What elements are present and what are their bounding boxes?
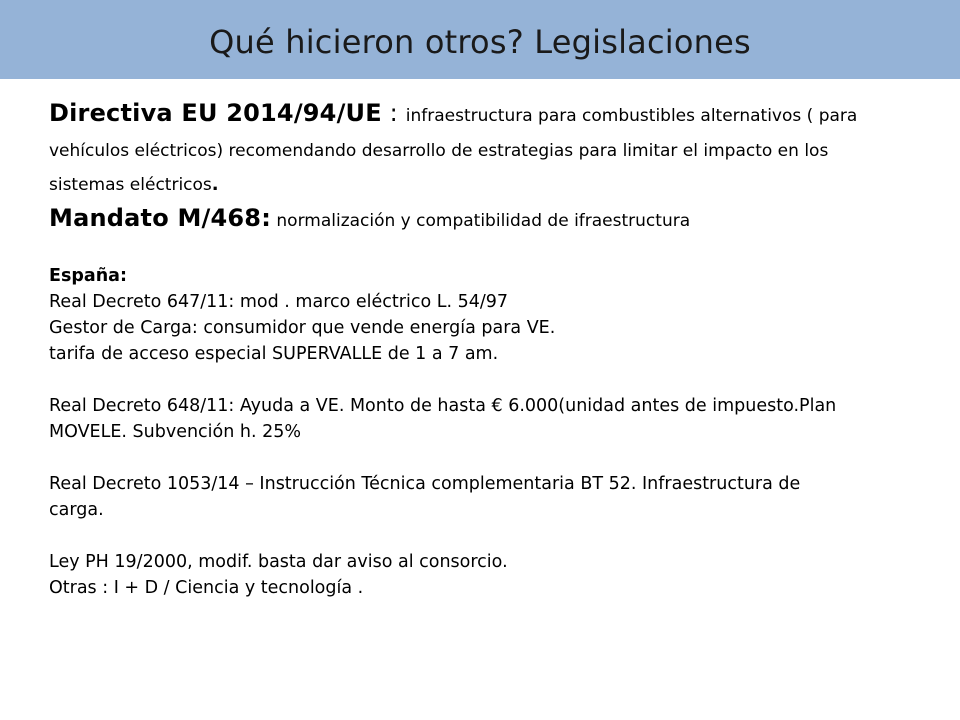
tarifa-line: tarifa de acceso especial SUPERVALLE de 1 a 7 am. (49, 344, 499, 364)
spacer (49, 367, 949, 393)
rd648-line-1: Real Decreto 648/11: Ayuda a VE. Monto de hasta € 6.000(unidad antes de impuesto.Plan (49, 396, 837, 416)
rd648-line-2: MOVELE. Subvención h. 25% (49, 422, 302, 442)
gestor-carga-line: Gestor de Carga: consumidor que vende energía para VE. (49, 318, 556, 338)
directiva-period: . (211, 174, 219, 195)
rd647-line: Real Decreto 647/11: mod . marco eléctrico L. 54/97 (49, 292, 509, 312)
ley-ph-line: Ley PH 19/2000, modif. basta dar aviso al consorcio. (49, 552, 508, 572)
directiva-line-1 (49, 96, 949, 134)
slide-title: Qué hicieron otros? Legislaciones (209, 22, 751, 61)
directiva-line-3 (49, 168, 949, 203)
directiva-text-2: vehículos eléctricos) recomendando desarrollo de estrategias para limitar el impacto en los (49, 141, 829, 161)
mandato-heading: Mandato M/468: (49, 204, 271, 232)
title-bar (0, 0, 960, 79)
directiva-text-3: sistemas eléctricos (49, 175, 212, 195)
spacer (49, 445, 949, 471)
rd1053-line-2: carga. (49, 500, 104, 520)
directiva-block (49, 96, 949, 239)
directiva-heading: Directiva EU 2014/94/UE (49, 99, 382, 127)
spacer (49, 523, 949, 549)
rd1053-line-1: Real Decreto 1053/14 – Instrucción Técnica complementaria BT 52. Infraestructura de (49, 474, 801, 494)
mandato-text: normalización y compatibilidad de ifraestructura (271, 211, 691, 231)
mandato-line (49, 201, 949, 239)
directiva-separator: : (381, 99, 406, 127)
spacer (49, 239, 949, 263)
espana-heading: España: (49, 266, 127, 286)
otras-line: Otras : I + D / Ciencia y tecnología . (49, 578, 364, 598)
directiva-text-1: infraestructura para combustibles alternativos ( para (405, 106, 858, 126)
slide-body (49, 96, 949, 601)
